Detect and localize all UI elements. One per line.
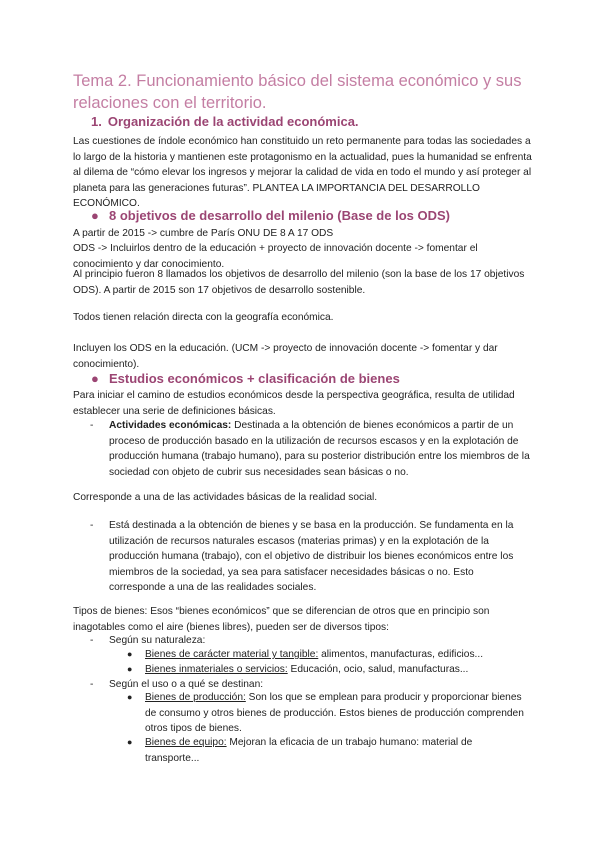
odm-line-2: ODS -> Incluirlos dentro de la educación + proyecto de innovación docente -> fomentar el conocimiento y dar conocimiento. xyxy=(73,243,478,270)
actividades-economicas-item xyxy=(109,418,533,480)
bienes-equipo-item xyxy=(145,735,529,766)
page-title: Tema 2. Funcionamiento básico del sistema económico y sus relaciones con el territorio. xyxy=(73,72,522,112)
actividades-economicas-text: Destinada a la obtención de bienes económicos a partir de un proceso de producción basado en la utilización de recursos escasos y en la explotación de producción humana (trabajo humano), para su posterior distribución entre los miembros de la sociedad con objeto de cubrir sus necesidades sean básicas o no. xyxy=(109,420,530,478)
dash-marker: - xyxy=(90,520,94,531)
bienes-produccion-item xyxy=(145,690,529,737)
tipos-bienes-paragraph: Tipos de bienes: Esos “bienes económicos” que se diferencian de otros que en principio son inagotables como el aire (bienes libres), pueden ser de diversos tipos: xyxy=(73,606,490,633)
section-heading-text: Organización de la actividad económica. xyxy=(107,114,359,129)
bullet-dot-icon: ● xyxy=(127,692,133,702)
dash-marker: - xyxy=(90,420,94,431)
bienes-produccion-text: Son los que se emplean para producir y proporcionar bienes de consumo y otros bienes de producción. Estos bienes de producción comprenden otros tipos de bienes. xyxy=(145,692,524,735)
bullet-dot-icon: ● xyxy=(91,371,99,386)
bullet-dot-icon: ● xyxy=(91,208,99,223)
corresponde-paragraph: Corresponde a una de las actividades básicas de la realidad social. xyxy=(73,492,378,503)
dash-marker: - xyxy=(90,635,94,646)
dash-marker: - xyxy=(90,679,94,690)
bullet-dot-icon: ● xyxy=(127,649,133,659)
odm-line-3: Al principio fueron 8 llamados los objetivos de desarrollo del milenio (son la base de los 17 objetivos ODS). A partir de 2015 son 17 objetivos de desarrollo sostenible. xyxy=(73,269,525,296)
section-number: 1. xyxy=(91,114,102,129)
bienes-materiales-text: alimentos, manufacturas, edificios... xyxy=(318,649,484,660)
odm-line-4: Todos tienen relación directa con la geografía económica. xyxy=(73,312,334,323)
bullet-dot-icon: ● xyxy=(127,737,133,747)
estudios-intro: Para iniciar el camino de estudios económicos desde la perspectiva geográfica, resulta de utilidad establecer una serie de definiciones básicas. xyxy=(73,390,515,417)
actividades-economicas-label: Actividades económicas: xyxy=(109,420,232,431)
odm-line-1: A partir de 2015 -> cumbre de París ONU DE 8 A 17 ODS xyxy=(73,228,334,239)
bienes-inmateriales-item xyxy=(145,662,535,678)
bullet-dot-icon: ● xyxy=(127,664,133,674)
bienes-equipo-label: Bienes de equipo: xyxy=(145,737,227,748)
bullet-heading-odm-text: 8 objetivos de desarrollo del milenio (Base de los ODS) xyxy=(109,208,450,223)
section-heading xyxy=(91,113,359,131)
destinada-item: Está destinada a la obtención de bienes y se basa en la producción. Se fundamenta en la utilización de recursos naturales escasos (materias primas) y en la explotación de la producción humana (trabajo), con el objetivo de distribuir los bienes económicos entre los miembros de la sociedad, ya sea para satisfacer necesidades básicas o no. Esto corresponde a una de las realidades sociales. xyxy=(109,520,514,594)
bullet-heading-odm xyxy=(91,207,450,225)
bienes-materiales-item xyxy=(145,647,535,663)
bienes-inmateriales-label: Bienes inmateriales o servicios: xyxy=(145,664,288,675)
bullet-heading-estudios-text: Estudios económicos + clasificación de bienes xyxy=(109,371,400,386)
bienes-inmateriales-text: Educación, ocio, salud, manufacturas... xyxy=(287,664,469,675)
bienes-materiales-label: Bienes de carácter material y tangible: xyxy=(145,649,319,660)
odm-line-5: Incluyen los ODS en la educación. (UCM -> proyecto de innovación docente -> fomentar y dar conocimiento). xyxy=(73,343,498,370)
segun-naturaleza-item: Según su naturaleza: xyxy=(109,635,206,646)
bienes-equipo-text: Mejoran la eficacia de un trabajo humano: material de transporte... xyxy=(145,737,473,764)
segun-uso-item: Según el uso o a qué se destinan: xyxy=(109,679,264,690)
bullet-heading-estudios xyxy=(91,370,400,388)
intro-paragraph: Las cuestiones de índole económico han constituido un reto permanente para todas las sociedades a lo largo de la historia y mantienen este protagonismo en la actualidad, pues la humanidad se enfrenta al dilema de “cómo elevar los ingresos y mejorar la calidad de vida en todo el mundo y así proteger al planeta para las generaciones futuras”. PLANTEA LA IMPORTANCIA DEL DESARROLLO ECONÓMICO. xyxy=(73,136,532,210)
bienes-produccion-label: Bienes de producción: xyxy=(145,692,246,703)
